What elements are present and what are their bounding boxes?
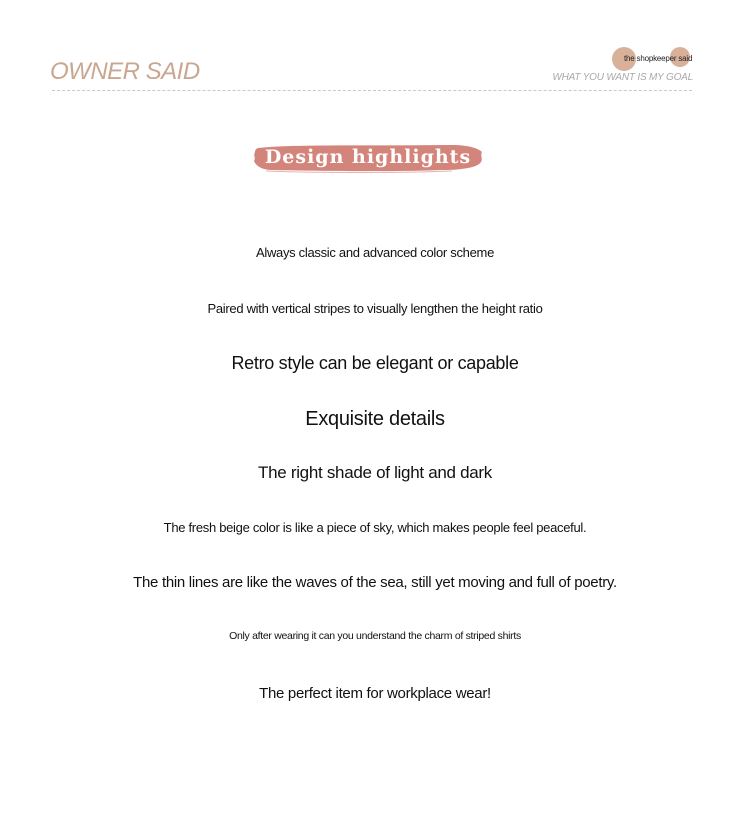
description-line: The right shade of light and dark	[258, 463, 492, 482]
description-line: The perfect item for workplace wear!	[259, 685, 491, 702]
description-line: Retro style can be elegant or capable	[231, 353, 519, 373]
description-line: Only after wearing it can you understand the charm of striped shirts	[229, 630, 521, 642]
motto: WHAT YOU WANT IS MY GOAL	[552, 72, 693, 83]
description-line: Paired with vertical stripes to visually lengthen the height ratio	[207, 301, 543, 316]
design-highlights-label: Design highlights	[264, 146, 472, 168]
owner-said-title: OWNER SAID	[50, 58, 200, 85]
description-line: Always classic and advanced color scheme	[255, 245, 494, 260]
description-line: The fresh beige color is like a piece of sky, which makes people feel peaceful.	[163, 520, 587, 535]
description-line: Exquisite details	[305, 408, 445, 430]
badge-text: the shopkeeper said	[624, 54, 693, 63]
description-line: The thin lines are like the waves of the sea, still yet moving and full of poetry.	[133, 574, 617, 591]
